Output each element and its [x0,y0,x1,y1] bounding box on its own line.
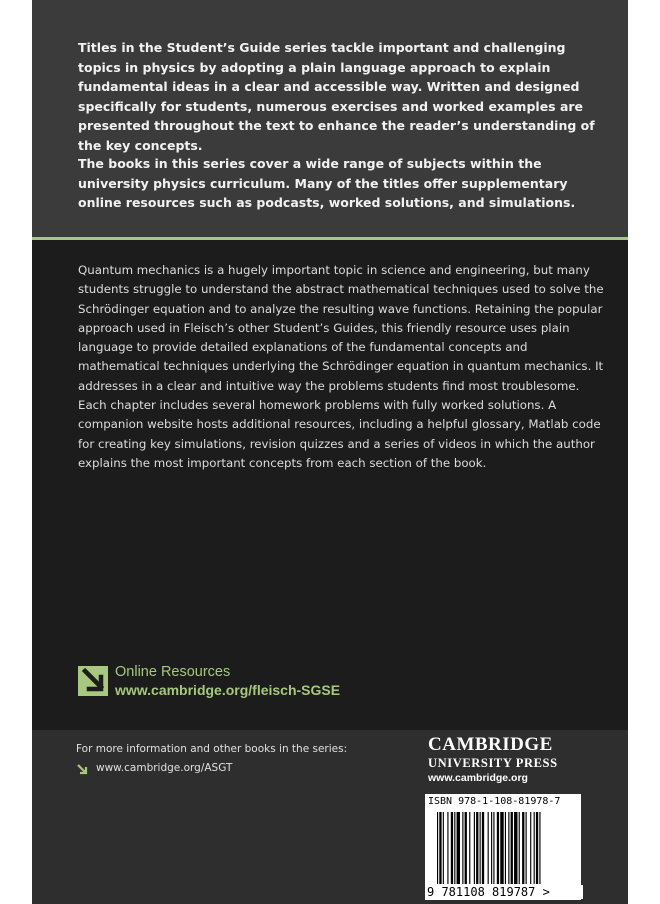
series-paragraph-1: Titles in the Student’s Guide series tackle important and challenging topics in physics by adopting a plain language approach to explain fundamental ideas in a clear and accessible way. Written and designed specifically for students, numerous exercises and worked examples are presented throughout the text to enhance the reader’s understanding of the key concepts. [78,40,595,153]
more-info-text: For more information and other books in the series: [76,743,348,755]
series-url[interactable]: www.cambridge.org/ASGT [96,762,233,774]
publisher-url[interactable]: www.cambridge.org [428,772,528,784]
footer-panel [32,730,628,904]
publisher-logo [428,734,588,786]
publisher-name: CAMBRIDGE [428,734,553,755]
barcode-digits: 9 781108 819787 > [425,885,583,899]
book-back-cover [32,0,628,904]
book-description: Quantum mechanics is a hugely important topic in science and engineering, but many students struggle to understand the abstract mathematical techniques used to solve the Schrödinger equation and to analyze the resulting wave functions. Retaining the popular approach used in Fleisch’s other Student’s Guides, this friendly resource uses plain language to provide detailed explanations of the fundamental concepts and mathematical techniques underlying the Schrödinger equation in quantum mechanics. It addresses in a clear and intuitive way the problems students find most troublesome. Each chapter includes several homework problems with fully worked solutions. A companion website hosts additional resources, including a helpful glossary, Matlab code for creating key simulations, revision quizzes and a series of videos in which the author explains the most important concepts from each section of the book. [78,263,604,470]
arrow-down-right-icon [78,666,108,696]
series-paragraph-2: The books in this series cover a wide range of subjects within the university physics curriculum. Many of the titles offer supplementary online resources such as podcasts, worked solutions, and simulations. [78,156,576,210]
publisher-subtitle: UNIVERSITY PRESS [428,756,558,770]
online-resources-url[interactable]: www.cambridge.org/fleisch-SGSE [115,682,341,698]
online-resources-title: Online Resources [115,664,231,680]
barcode [425,794,581,900]
series-description-panel [32,0,628,237]
arrow-down-right-icon [76,763,89,776]
green-divider [32,237,628,240]
isbn-text: ISBN 978-1-108-81978-7 [428,796,561,807]
